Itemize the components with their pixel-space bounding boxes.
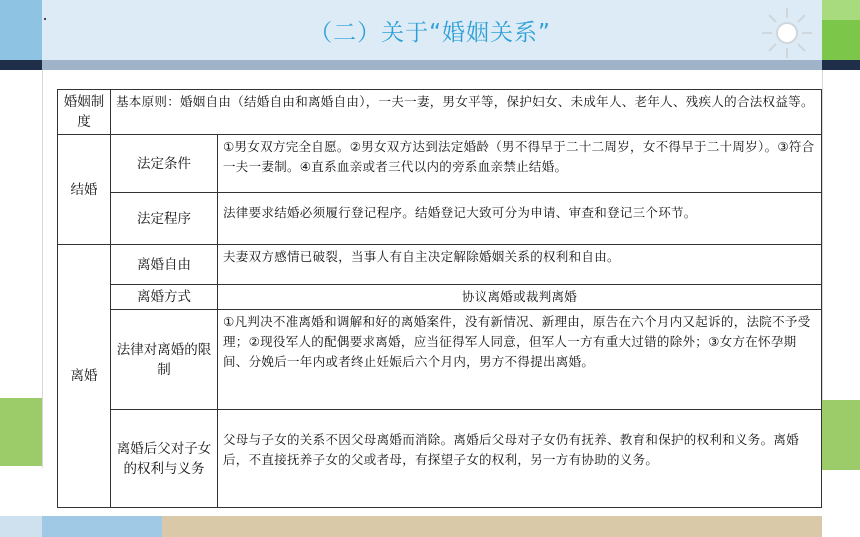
bottom-tan-bar	[162, 516, 822, 537]
content-cell: ①凡判决不准离婚和调解和好的离婚案件，没有新情况、新理由，原告在六个月内又起诉的，法院不予受理；②现役军人的配偶要求离婚，应当征得军人同意，但军人一方有重大过错的除外；③女方在怀孕期间、分娩后一年内或者终止妊娠后六个月内，男方不得提出离婚。	[218, 310, 822, 410]
table-row	[58, 245, 822, 285]
right-green-block	[822, 400, 860, 470]
subcategory-cell: 法定程序	[111, 193, 218, 245]
page-title: （二）关于“婚姻关系”	[309, 20, 551, 46]
content-cell: 父母与子女的关系不因父母离婚而消除。离婚后父母对子女仍有抚养、教育和保护的权利和义务。离婚后，不直接抚养子女的父或者母，有探望子女的权利，另一方有协助的义务。	[218, 410, 822, 508]
table-row	[58, 410, 822, 508]
right-column	[822, 70, 860, 400]
strip-middle	[42, 60, 822, 70]
table-row	[58, 310, 822, 410]
sun-icon	[760, 6, 814, 60]
table-row	[58, 285, 822, 310]
content-cell: 夫妻双方感情已破裂，当事人有自主决定解除婚姻关系的权利和自由。	[218, 245, 822, 285]
subcategory-cell: 离婚自由	[111, 245, 218, 285]
subcategory-cell: 离婚后父对子女的权利与义务	[111, 410, 218, 508]
category-cell: 离婚	[58, 245, 111, 508]
strip-right	[822, 60, 860, 70]
left-white-block	[0, 466, 42, 516]
left-bottom-block	[0, 516, 42, 537]
table-row	[58, 193, 822, 245]
category-cell: 结婚	[58, 135, 111, 245]
subcategory-cell: 法定条件	[111, 135, 218, 193]
subcategory-cell: 离婚方式	[111, 285, 218, 310]
bottom-blue-bar	[42, 516, 162, 537]
marriage-law-table	[57, 89, 822, 508]
bottom-right-block	[822, 516, 860, 537]
content-cell: 基本原则：婚姻自由（结婚自由和离婚自由），一夫一妻，男女平等，保护妇女、未成年人、老年人、残疾人的合法权益等。	[111, 90, 822, 135]
left-green-block	[0, 398, 42, 466]
strip-left	[0, 60, 42, 70]
subcategory-cell: 法律对离婚的限制	[111, 310, 218, 410]
content-cell: 法律要求结婚必须履行登记程序。结婚登记大致可分为申请、审查和登记三个环节。	[218, 193, 822, 245]
category-cell: 婚姻制度	[58, 90, 111, 135]
table-row	[58, 135, 822, 193]
content-cell: ①男女双方完全自愿。②男女双方达到法定婚龄（男不得早于二十二周岁，女不得早于二十周岁）。③符合一夫一妻制。④直系血亲或者三代以内的旁系血亲禁止结婚。	[218, 135, 822, 193]
table-row	[58, 90, 822, 135]
content-cell: 协议离婚或裁判离婚	[218, 285, 822, 310]
